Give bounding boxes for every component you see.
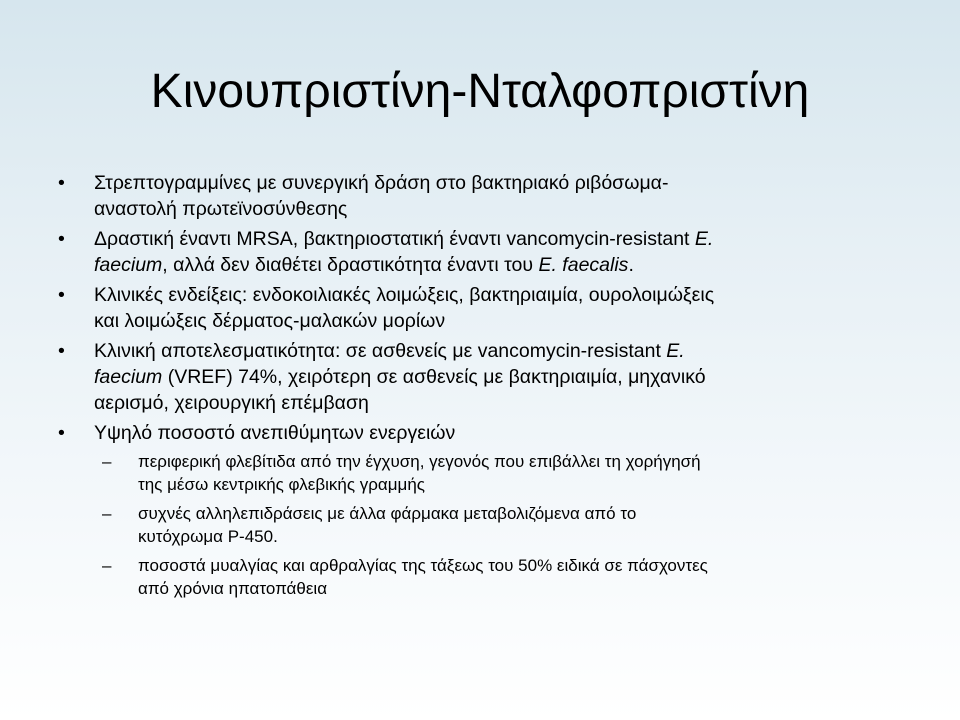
dash-marker: – xyxy=(102,504,112,523)
bullet-text-line: αναστολή πρωτεϊνοσύνθεσης xyxy=(94,198,348,220)
slide-title: Κινουπριστίνη-Νταλφοπριστίνη xyxy=(150,65,810,118)
sub-bullet-text-line: κυτόχρωμα P-450. xyxy=(138,527,278,546)
bullet-item-4 xyxy=(58,338,918,416)
sub-bullet-text-line: περιφερική φλεβίτιδα από την έγχυση, γεγονός που επιβάλλει τη χορήγησή xyxy=(138,452,701,471)
sub-bullet-item-2 xyxy=(58,502,918,548)
bullet-list xyxy=(58,170,918,606)
bullet-text-line: και λοιμώξεις δέρματος-μαλακών μορίων xyxy=(94,310,446,332)
bullet-marker: • xyxy=(58,340,65,362)
bullet-italic-text: E. xyxy=(666,340,685,362)
bullet-italic-text: E. xyxy=(694,228,714,250)
bullet-italic-text: faecium xyxy=(94,366,163,388)
bullet-item-1 xyxy=(58,170,918,222)
sub-bullet-text-line: συχνές αλληλεπιδράσεις με άλλα φάρμακα μεταβολιζόμενα από το xyxy=(138,504,637,523)
bullet-text-line: Υψηλό ποσοστό ανεπιθύμητων ενεργειών xyxy=(94,422,456,444)
bullet-text-line: Κλινικές ενδείξεις: ενδοκοιλιακές λοιμώξεις, βακτηριαιμία, ουρολοιμώξεις xyxy=(94,284,715,306)
bullet-text: , αλλά δεν διαθέτει δραστικότητα έναντι του xyxy=(162,254,539,276)
bullet-marker: • xyxy=(58,422,65,444)
bullet-text-line xyxy=(94,364,918,390)
dash-marker: – xyxy=(102,452,112,471)
dash-marker: – xyxy=(102,556,112,575)
sub-bullet-item-3 xyxy=(58,554,918,600)
bullet-marker: • xyxy=(58,172,65,194)
bullet-text-line xyxy=(94,338,918,364)
bullet-item-5 xyxy=(58,420,918,446)
bullet-text: . xyxy=(628,254,634,276)
sub-bullet-text-line: από χρόνια ηπατοπάθεια xyxy=(138,579,328,598)
sub-bullet-item-1 xyxy=(58,450,918,496)
bullet-text-line: Στρεπτογραμμίνες με συνεργική δράση στο βακτηριακό ριβόσωμα- xyxy=(94,172,669,194)
bullet-text: Κλινική αποτελεσματικότητα: σε ασθενείς με vancomycin-resistant xyxy=(94,340,667,362)
bullet-italic-text: E. faecalis xyxy=(538,254,629,276)
bullet-item-2 xyxy=(58,226,918,278)
bullet-marker: • xyxy=(58,228,65,250)
bullet-text: (VREF) 74%, χειρότερη σε ασθενείς με βακτηριαιμία, μηχανικό xyxy=(162,366,706,388)
sub-bullet-text-line: της μέσω κεντρικής φλεβικής γραμμής xyxy=(138,475,425,494)
bullet-text-line: αερισμό, χειρουργική επέμβαση xyxy=(94,392,369,414)
bullet-italic-text: faecium xyxy=(94,254,163,276)
bullet-marker: • xyxy=(58,284,65,306)
bullet-text-line xyxy=(94,226,918,252)
bullet-text: Δραστική έναντι MRSA, βακτηριοστατική έναντι vancomycin-resistant xyxy=(94,228,695,250)
sub-bullet-text-line: ποσοστά μυαλγίας και αρθραλγίας της τάξεως του 50% ειδικά σε πάσχοντες xyxy=(138,556,708,575)
bullet-text-line xyxy=(94,252,918,278)
bullet-item-3 xyxy=(58,282,918,334)
